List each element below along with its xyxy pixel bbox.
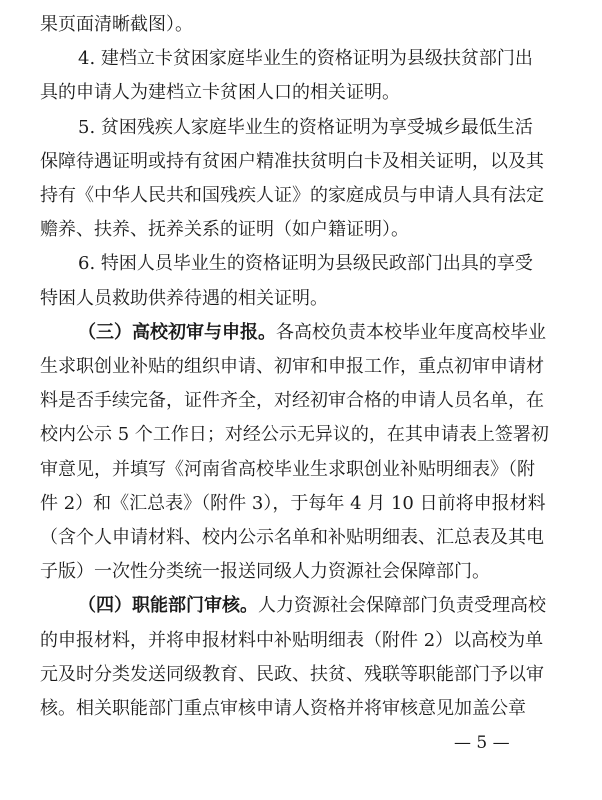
text-line: 子版）一次性分类统一报送同级人力资源社会保障部门。 <box>40 561 490 583</box>
section-4-heading: （四）职能部门审核。 <box>78 595 258 617</box>
text-line: 特困人员救助供养待遇的相关证明。 <box>40 287 328 309</box>
text-line: 的申报材料，并将申报材料中补贴明细表（附件 2）以高校为单 <box>40 629 544 651</box>
text-line: 元及时分类发送同级教育、民政、扶贫、残联等职能部门予以审 <box>40 663 544 685</box>
text-line: 具的申请人为建档立卡贫困人口的相关证明。 <box>40 82 400 104</box>
section-3-first-line <box>78 322 564 344</box>
list-item-5: 5. 贫困残疾人家庭毕业生的资格证明为享受城乡最低生活 <box>78 116 533 138</box>
text-line: （含个人申请材料、校内公示名单和补贴明细表、汇总表及其电 <box>40 527 544 548</box>
section-3-heading: （三）高校初审与申报。 <box>78 321 276 343</box>
text-line: 赡养、扶养、抚养关系的证明（如户籍证明）。 <box>40 219 409 241</box>
text-line: 持有《中华人民共和国残疾人证》的家庭成员与申请人具有法定 <box>40 185 544 206</box>
section-4-text: 人力资源社会保障部门负责受理高校 <box>258 595 546 617</box>
section-3-text: 各高校负责本校毕业年度高校毕业 <box>276 321 546 343</box>
section-4-first-line <box>78 595 564 617</box>
list-item-6: 6. 特困人员毕业生的资格证明为县级民政部门出具的享受 <box>78 253 533 275</box>
text-line: 校内公示 5 个工作日；对经公示无异议的，在其申请表上签署初 <box>40 424 549 446</box>
page-number: — 5 — <box>454 733 510 753</box>
list-item-4: 4. 建档立卡贫困家庭毕业生的资格证明为县级扶贫部门出 <box>78 48 533 70</box>
text-line: 果页面清晰截图）。 <box>40 14 193 35</box>
text-line: 料是否手续完备，证件齐全，对经初审合格的申请人员名单，在 <box>40 390 544 412</box>
text-line: 审意见，并填写《河南省高校毕业生求职创业补贴明细表》（附 <box>40 458 535 480</box>
text-line: 保障待遇证明或持有贫困户精准扶贫明白卡及相关证明，以及其 <box>40 150 544 172</box>
text-line: 生求职创业补贴的组织申请、初审和申报工作，重点初审申请材 <box>40 356 544 377</box>
text-line: 件 2）和《汇总表》（附件 3），于每年 4 月 10 日前将申报材料 <box>40 492 546 514</box>
text-line: 核。相关职能部门重点审核申请人资格并将审核意见加盖公章 <box>40 698 526 719</box>
